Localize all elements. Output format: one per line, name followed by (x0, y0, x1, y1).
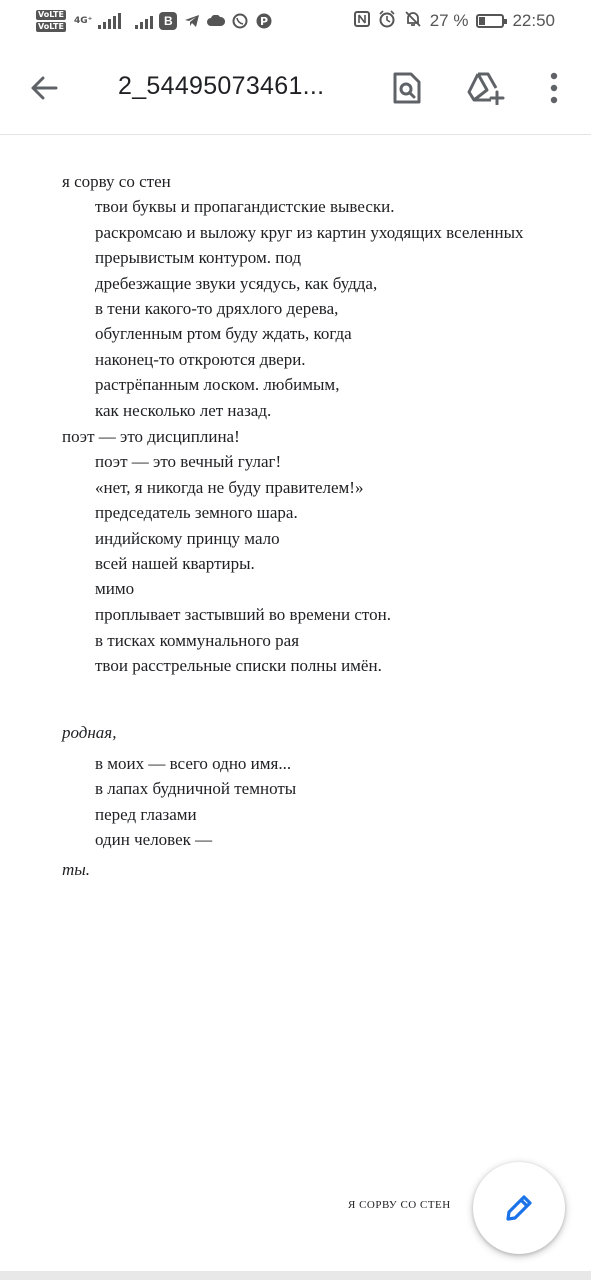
add-to-drive-icon (466, 71, 506, 105)
poem-line: твои расстрельные списки полны имён. (95, 656, 382, 675)
poem-line: индийскому принцу мало (95, 529, 280, 548)
alarm-icon (378, 10, 396, 33)
volte-badge-2: VoLTE (38, 22, 64, 31)
status-bar-left (36, 6, 273, 36)
poem-line: я сорву со стен (62, 172, 171, 191)
find-in-page-button[interactable] (387, 68, 427, 108)
battery-percent: 27 % (429, 11, 469, 30)
poem-line: твои буквы и пропагандистские вывески. (95, 197, 395, 216)
poem-line: в тисках коммунального рая (95, 631, 300, 650)
viber-icon (231, 12, 249, 30)
bell-off-icon (404, 10, 422, 33)
poem-line: мимо (95, 579, 135, 598)
app-bar (0, 42, 591, 135)
volte-indicators (36, 10, 66, 32)
more-vert-icon (549, 71, 559, 105)
poem-line: наконец-то откроются двери. (95, 350, 306, 369)
status-bar-right (354, 6, 555, 36)
pencil-edit-icon (502, 1191, 536, 1225)
document-title: 2_54495073461... (118, 72, 325, 100)
network-type: 4G⁺ (73, 16, 93, 26)
pinterest-icon (255, 12, 273, 30)
poem-line: в моих — всего одно имя... (95, 754, 292, 773)
nfc-icon (354, 11, 370, 32)
poem-line: поэт — это вечный гулаг! (95, 452, 282, 471)
clock: 22:50 (512, 11, 555, 30)
poem-line: растрёпанным лоском. любимым, (95, 375, 340, 394)
poem-line: обугленным ртом буду ждать, когда (95, 324, 352, 343)
poem-line: дребезжащие звуки усядусь, как будда, (95, 274, 378, 293)
telegram-icon (183, 12, 201, 30)
find-in-page-icon (392, 71, 422, 105)
poem-line: проплывает застывший во времени стон. (95, 605, 391, 624)
poem-line: как несколько лет назад. (95, 401, 272, 420)
poem-line: один человек — (95, 830, 213, 849)
edit-fab[interactable] (473, 1162, 565, 1254)
signal-icon (98, 13, 121, 29)
poem-line: прерывистым контуром. под (95, 248, 301, 267)
page-footer: Я СОРВУ СО СТЕН (348, 1199, 451, 1211)
back-button[interactable] (24, 68, 68, 108)
back-arrow-icon (24, 68, 68, 108)
poem-line: всей нашей квартиры. (95, 554, 255, 573)
vk-icon: В (159, 12, 177, 30)
cloud-icon (207, 12, 225, 30)
poem-line: «нет, я никогда не буду правителем!» (95, 478, 364, 497)
poem-line: раскромсаю и выложу круг из картин уходящих вселенных (95, 223, 524, 242)
status-bar (0, 0, 591, 42)
poem-line: перед глазами (95, 805, 197, 824)
poem-line: поэт — это дисциплина! (62, 427, 240, 446)
navigation-bar (0, 1271, 591, 1280)
add-to-drive-button[interactable] (466, 68, 506, 108)
battery-icon (476, 14, 504, 28)
poem-line: в тени какого-то дряхлого дерева, (95, 299, 339, 318)
more-options-button[interactable] (534, 68, 574, 108)
poem-line: в лапах будничной темноты (95, 779, 297, 798)
svg-text:P: P (260, 15, 269, 28)
poem-line: ты. (62, 860, 91, 879)
signal-2-icon (135, 13, 153, 29)
poem-line: председатель земного шара. (95, 503, 298, 522)
poem-line: родная, (62, 723, 117, 742)
volte-badge-1: VoLTE (38, 10, 64, 19)
